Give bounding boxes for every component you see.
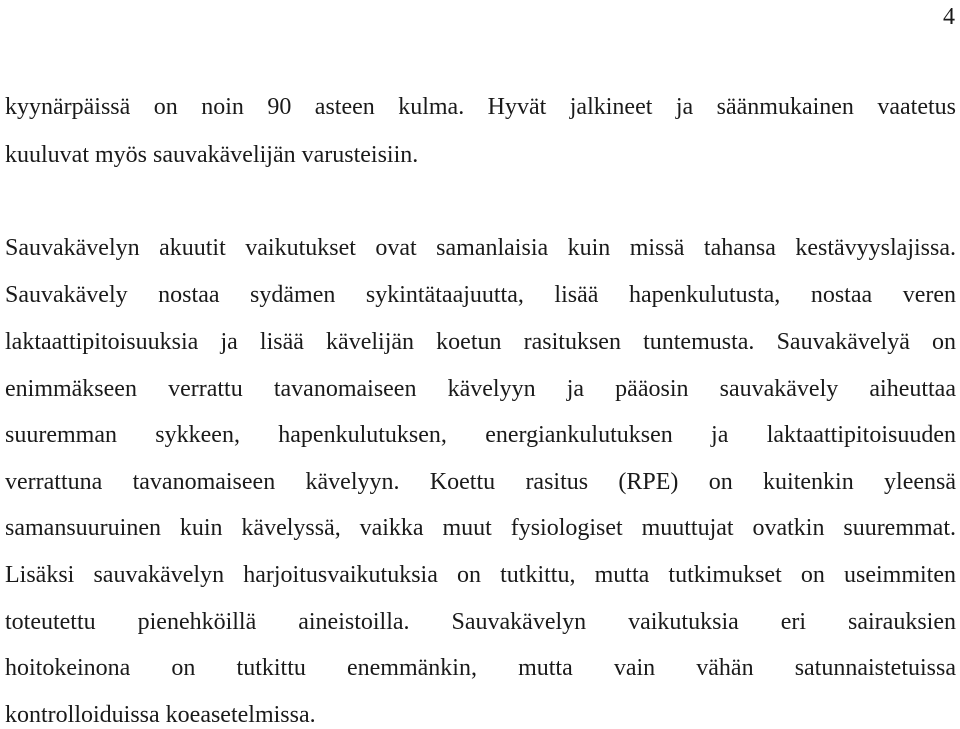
text-line: suuremman sykkeen, hapenkulutuksen, energiankulutuksen ja laktaattipitoisuuden bbox=[5, 422, 956, 448]
text-line: samansuuruinen kuin kävelyssä, vaikka muut fysiologiset muuttujat ovatkin suuremmat. bbox=[5, 515, 956, 541]
text-line: kontrolloiduissa koeasetelmissa. bbox=[5, 702, 316, 728]
text-line: toteutettu pienehköillä aineistoilla. Sauvakävelyn vaikutuksia eri sairauksien bbox=[5, 609, 956, 635]
text-line: hoitokeinona on tutkittu enemmänkin, mutta vain vähän satunnaistetuissa bbox=[5, 655, 956, 681]
text-line: Sauvakävelyn akuutit vaikutukset ovat samanlaisia kuin missä tahansa kestävyyslajissa. bbox=[5, 235, 956, 261]
text-line: Lisäksi sauvakävelyn harjoitusvaikutuksia on tutkittu, mutta tutkimukset on useimmiten bbox=[5, 562, 956, 588]
text-line: verrattuna tavanomaiseen kävelyyn. Koettu rasitus (RPE) on kuitenkin yleensä bbox=[5, 469, 956, 495]
text-line: Sauvakävely nostaa sydämen sykintätaajuutta, lisää hapenkulutusta, nostaa veren bbox=[5, 282, 956, 308]
page-number: 4 bbox=[943, 4, 955, 30]
text-line: enimmäkseen verrattu tavanomaiseen kävelyyn ja pääosin sauvakävely aiheuttaa bbox=[5, 376, 956, 402]
text-line: laktaattipitoisuuksia ja lisää kävelijän koetun rasituksen tuntemusta. Sauvakävelyä on bbox=[5, 329, 956, 355]
text-line: kuuluvat myös sauvakävelijän varusteisiin. bbox=[5, 142, 419, 168]
text-line: kyynärpäissä on noin 90 asteen kulma. Hyvät jalkineet ja säänmukainen vaatetus bbox=[5, 94, 956, 120]
